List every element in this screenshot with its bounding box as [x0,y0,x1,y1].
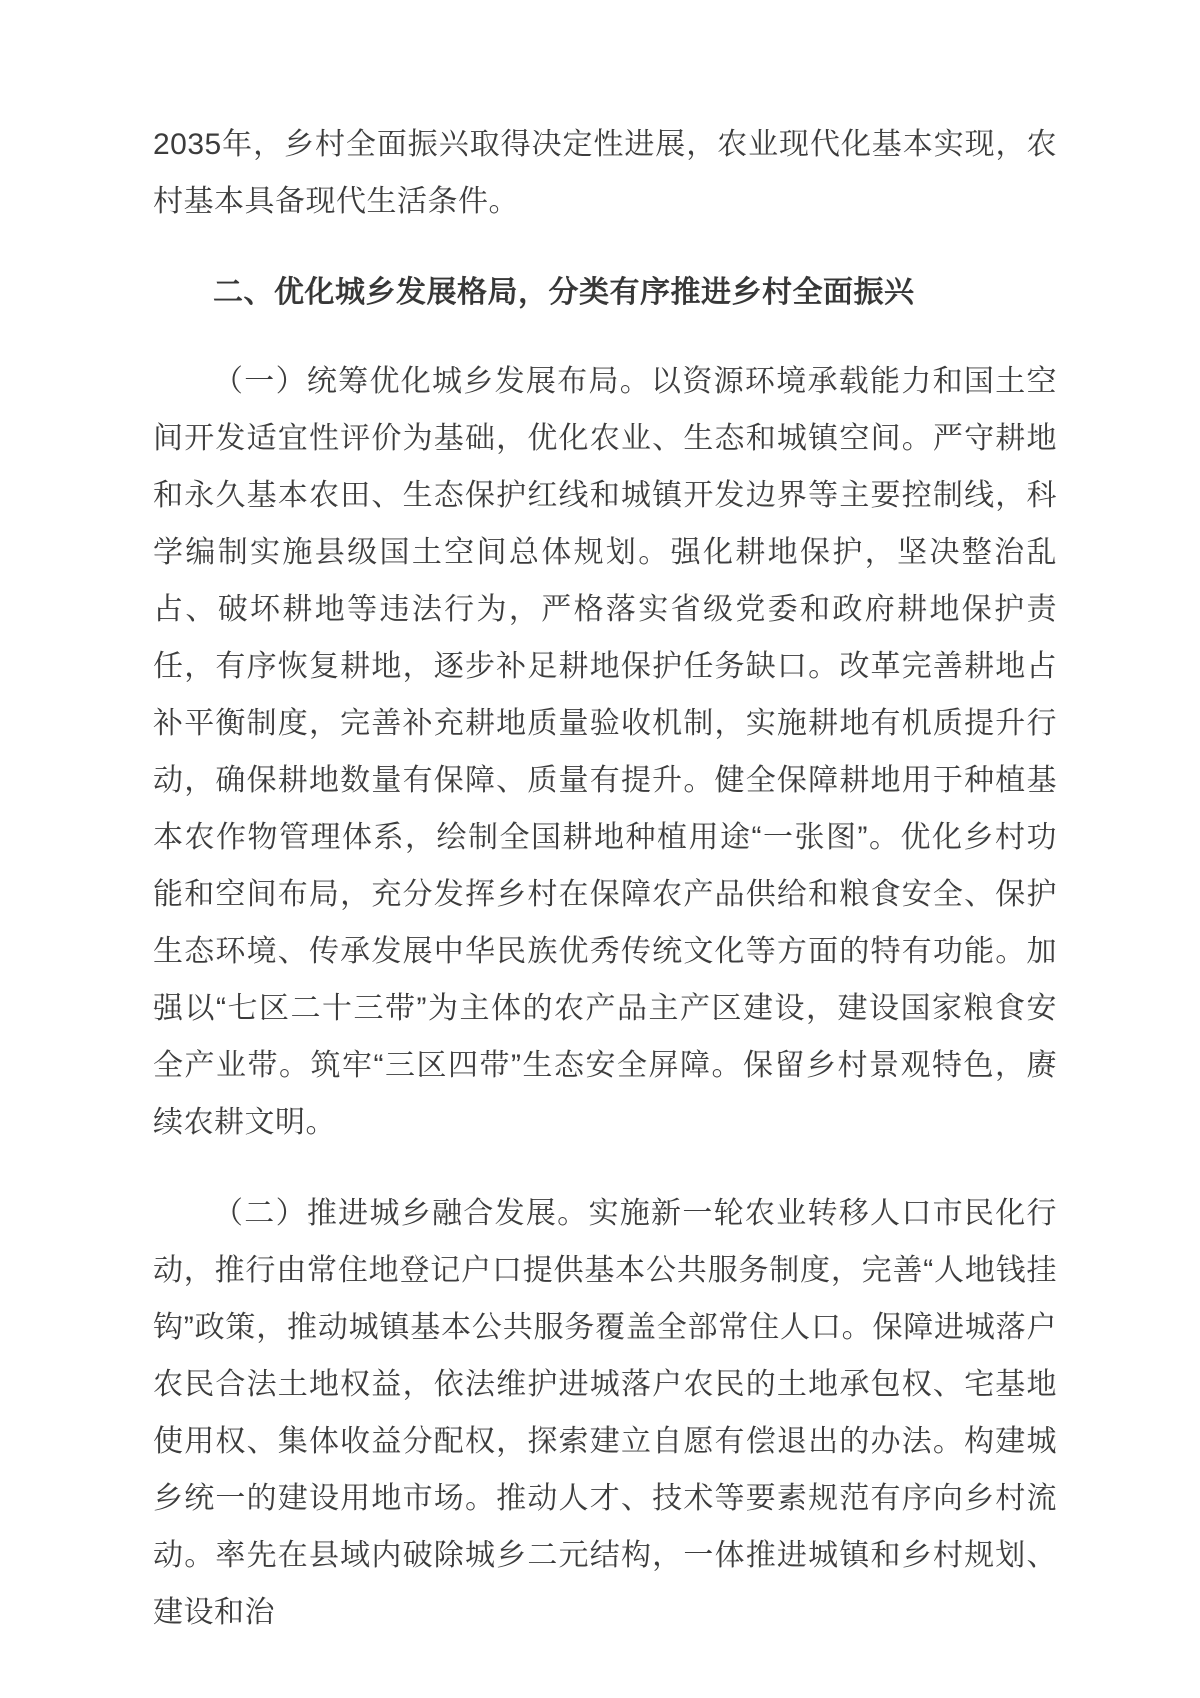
paragraph-item-2: （二）推进城乡融合发展。实施新一轮农业转移人口市民化行动，推行由常住地登记户口提供基本公共服务制度，完善“人地钱挂钩”政策，推动城镇基本公共服务覆盖全部常住人口。保障进城落户农民合法土地权益，依法维护进城落户农民的土地承包权、宅基地使用权、集体收益分配权，探索建立自愿有偿退出的办法。构建城乡统一的建设用地市场。推动人才、技术等要素规范有序向乡村流动。率先在县域内破除城乡二元结构，一体推进城镇和乡村规划、建设和治 [153,1197,1057,1629]
paragraph-item-1: （一）统筹优化城乡发展布局。以资源环境承载能力和国土空间开发适宜性评价为基础，优化农业、生态和城镇空间。严守耕地和永久基本农田、生态保护红线和城镇开发边界等主要控制线，科学编制实施县级国土空间总体规划。强化耕地保护，坚决整治乱占、破坏耕地等违法行为，严格落实省级党委和政府耕地保护责任，有序恢复耕地，逐步补足耕地保护任务缺口。改革完善耕地占补平衡制度，完善补充耕地质量验收机制，实施耕地有机质提升行动，确保耕地数量有保障、质量有提升。健全保障耕地用于种植基本农作物管理体系，绘制全国耕地种植用途“一张图”。优化乡村功能和空间布局，充分发挥乡村在保障农产品供给和粮食安全、保护生态环境、传承发展中华民族优秀传统文化等方面的特有功能。加强以“七区二十三带”为主体的农产品主产区建设，建设国家粮食安全产业带。筑牢“三区四带”生态安全屏障。保留乡村景观特色，赓续农耕文明。 [153,365,1057,1139]
section-heading: 二、优化城乡发展格局，分类有序推进乡村全面振兴 [213,276,915,309]
paragraph-continuation: 2035年，乡村全面振兴取得决定性进展，农业现代化基本实现，农村基本具备现代生活条件。 [153,128,1057,218]
